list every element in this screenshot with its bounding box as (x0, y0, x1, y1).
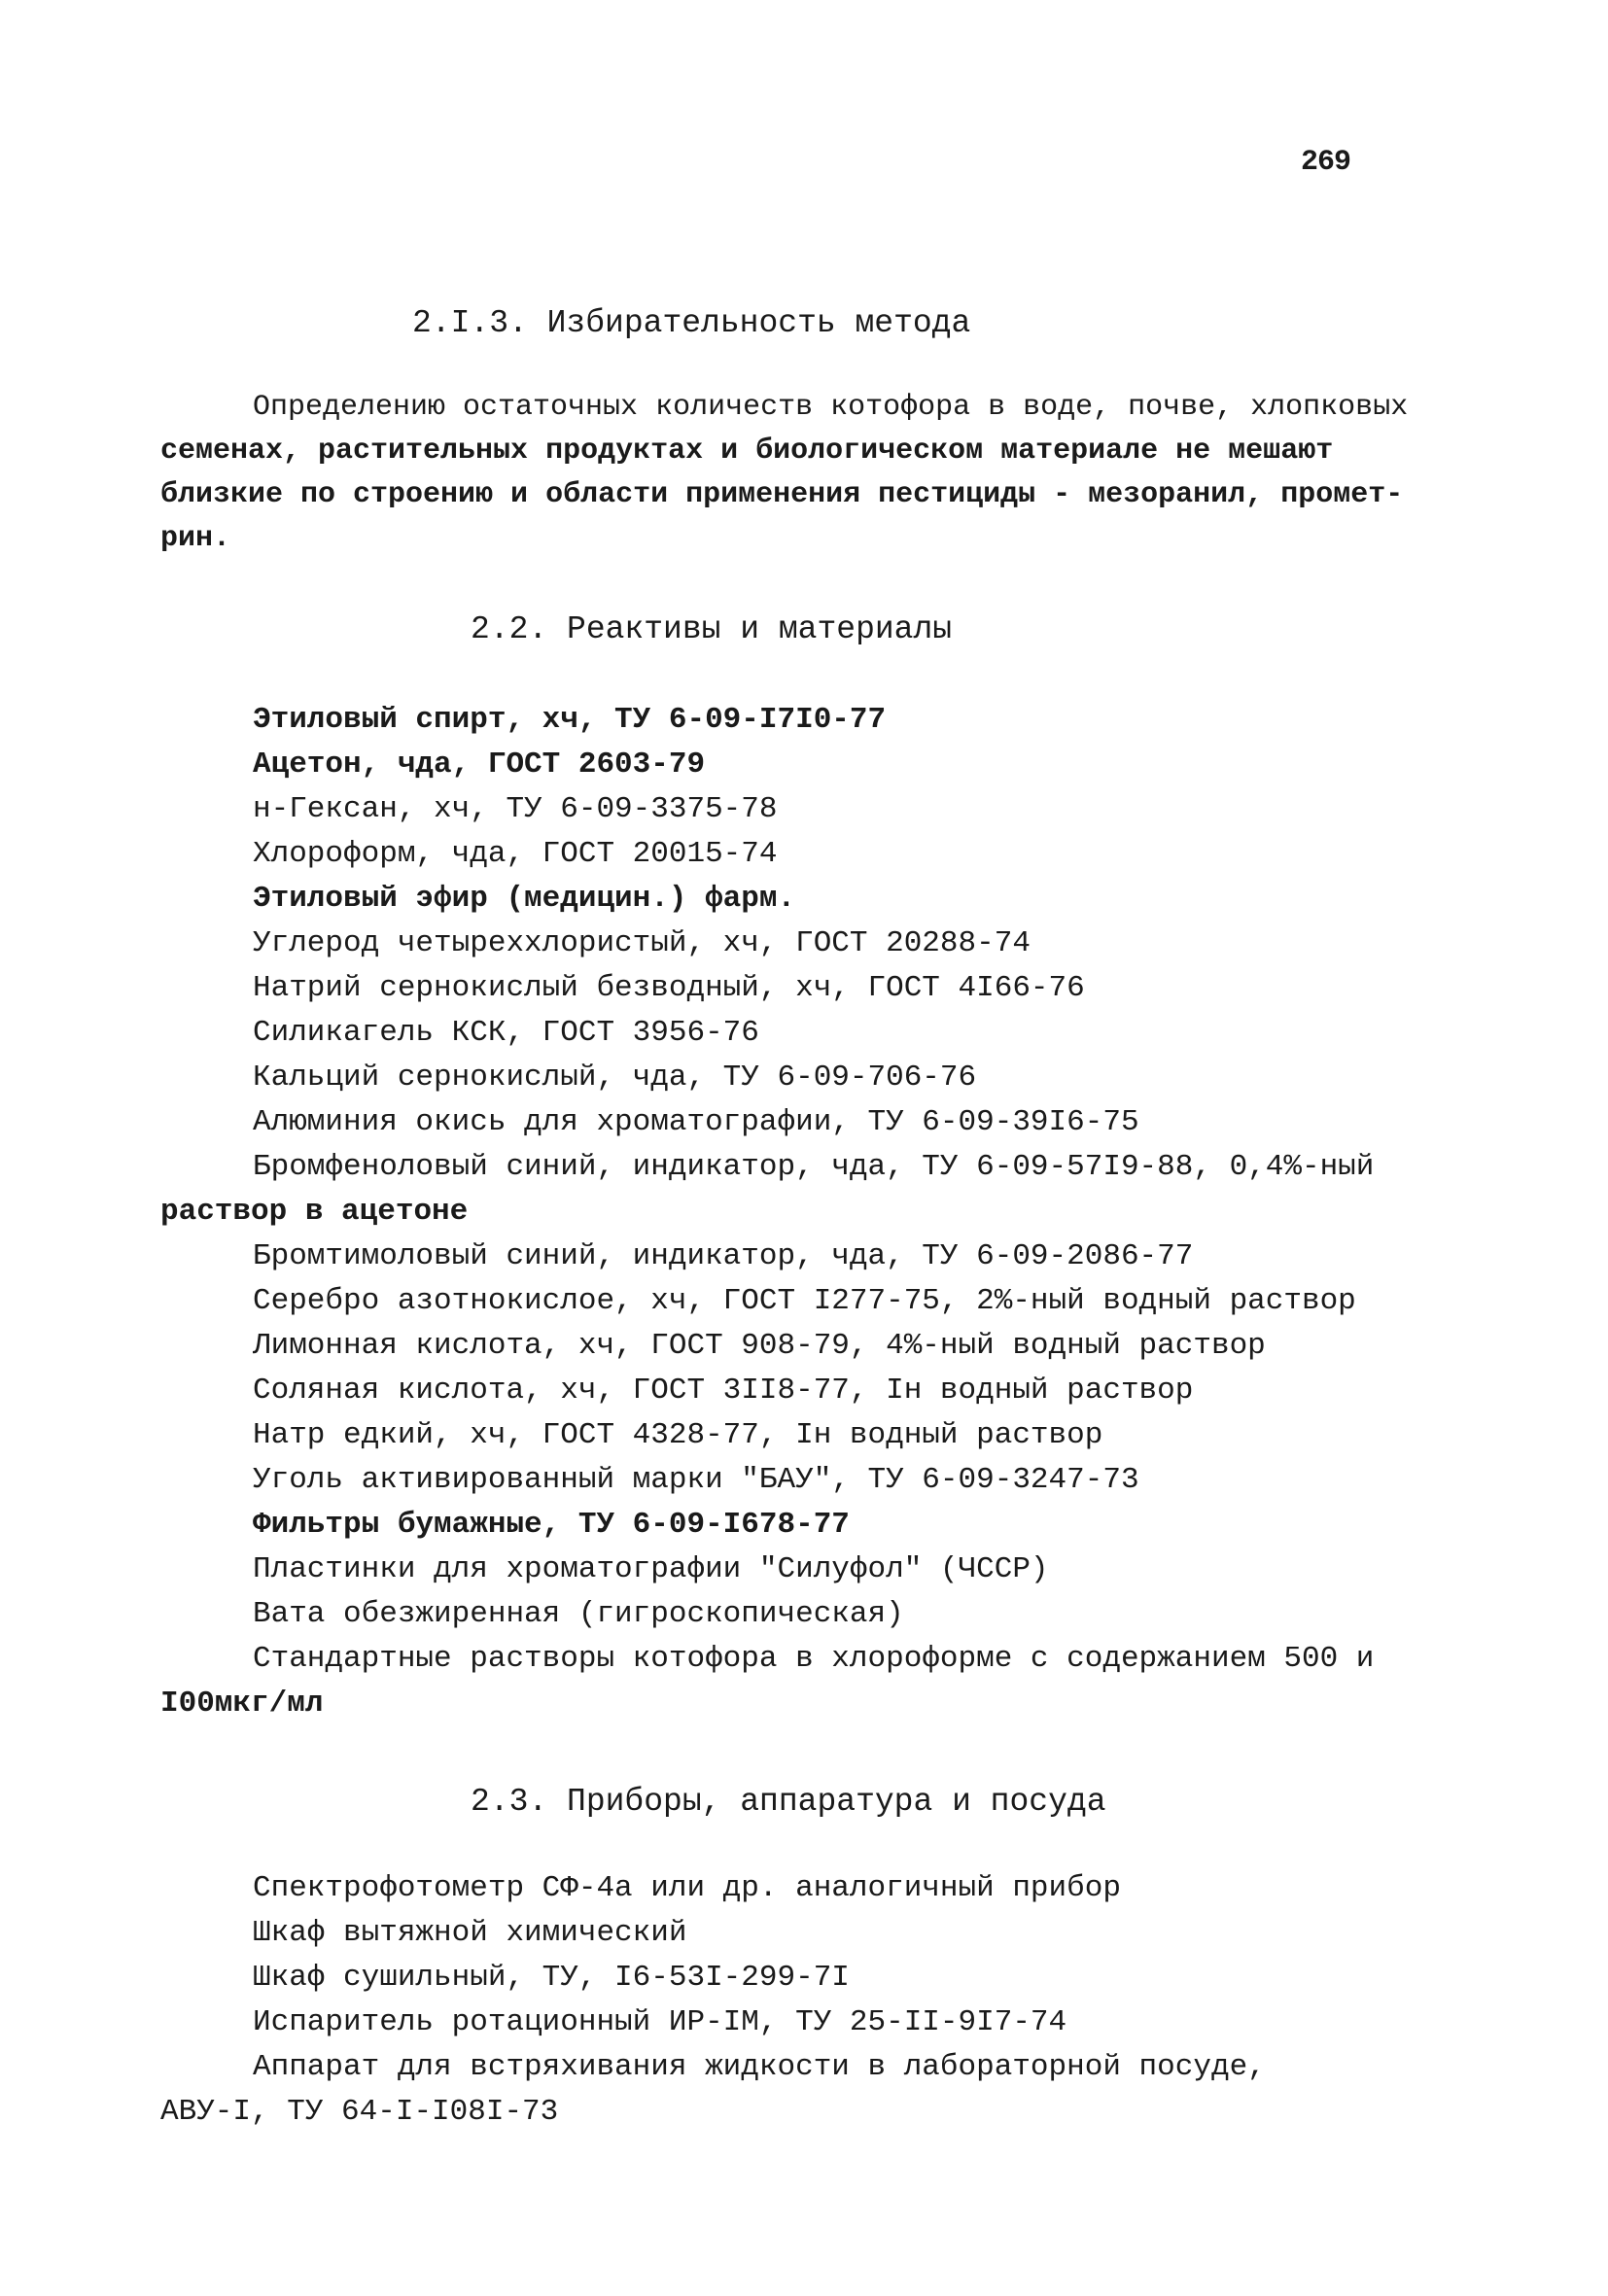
list-item: Алюминия окись для хроматографии, ТУ 6-09-39I6-75 (253, 1105, 1139, 1139)
list-item: Лимонная кислота, хч, ГОСТ 908-79, 4%-ный водный раствор (253, 1329, 1266, 1363)
list-item: Аппарат для встряхивания жидкости в лабораторной посуде, (253, 2050, 1266, 2084)
list-item (160, 2090, 1266, 2135)
list-item: Пластинки для хроматографии "Силуфол" (ЧССР) (253, 1552, 1049, 1586)
list-item: Уголь активированный марки "БАУ", ТУ 6-09-3247-73 (253, 1463, 1139, 1497)
list-item-continuation: АВУ-I, ТУ 64-I-I08I-73 (160, 2095, 559, 2129)
equipment-list (160, 1866, 1266, 2135)
list-item: Силикагель КСК, ГОСТ 3956-76 (253, 1016, 759, 1050)
list-item: Натрий сернокислый безводный, хч, ГОСТ 4I66-76 (253, 971, 1085, 1005)
list-item: Хлороформ, чда, ГОСТ 20015-74 (253, 837, 778, 871)
list-item: Фильтры бумажные, ТУ 6-09-I678-77 (253, 1508, 850, 1542)
list-item: Бромтимоловый синий, индикатор, чда, ТУ 6-09-2086-77 (253, 1239, 1194, 1273)
list-item: Натр едкий, хч, ГОСТ 4328-77, Iн водный раствор (253, 1418, 1103, 1452)
paragraph-line: семенах, растительных продуктах и биологическом материале не мешают (160, 435, 1334, 468)
list-item: Стандартные растворы котофора в хлороформе с содержанием 500 и (253, 1642, 1375, 1676)
list-item: Серебро азотнокислое, хч, ГОСТ I277-75, 2%-ный водный раствор (253, 1284, 1356, 1318)
list-item: Шкаф вытяжной химический (253, 1916, 687, 1950)
list-item: Соляная кислота, хч, ГОСТ 3II8-77, Iн водный раствор (253, 1374, 1194, 1408)
list-item: Спектрофотометр СФ-4а или др. аналогичный прибор (253, 1871, 1121, 1905)
list-item: Углерод четыреххлористый, хч, ГОСТ 20288-74 (253, 926, 1031, 960)
paragraph-line: рин. (160, 522, 231, 555)
page-number: 269 (1301, 146, 1351, 179)
list-item: Кальций сернокислый, чда, ТУ 6-09-706-76 (253, 1061, 977, 1095)
section-2-1-3-paragraph (160, 386, 1408, 561)
list-item: Этиловый эфир (медицин.) фарм. (253, 882, 796, 916)
list-item-continuation: I00мкг/мл (160, 1687, 324, 1721)
list-item: Шкаф сушильный, ТУ, I6-53I-299-7I (253, 1961, 850, 1995)
list-item: Испаритель ротационный ИР-IМ, ТУ 25-II-9I7-74 (253, 2005, 1067, 2039)
list-item-continuation: раствор в ацетоне (160, 1195, 469, 1229)
list-item: Этиловый спирт, хч, ТУ 6-09-I7I0-77 (253, 703, 887, 737)
list-item (160, 1682, 1374, 1726)
section-heading-2-3: 2.3. Приборы, аппаратура и посуда (471, 1784, 1106, 1820)
list-item: Вата обезжиренная (гигроскопическая) (253, 1597, 904, 1631)
paragraph-line: Определению остаточных количеств котофора в воде, почве, хлопковых (253, 391, 1409, 424)
list-item: Бромфеноловый синий, индикатор, чда, ТУ 6-09-57I9-88, 0,4%-ный (253, 1150, 1375, 1184)
paragraph-line: близкие по строению и области применения пестициды - мезоранил, промет- (160, 478, 1404, 511)
section-heading-2-1-3: 2.I.3. Избирательность метода (412, 305, 971, 341)
reagents-list (160, 698, 1375, 1726)
list-item: Ацетон, чда, ГОСТ 2603-79 (253, 748, 706, 782)
list-item (160, 1190, 1374, 1235)
section-heading-2-2: 2.2. Реактивы и материалы (471, 611, 953, 647)
list-item: н-Гексан, хч, ТУ 6-09-3375-78 (253, 792, 778, 826)
